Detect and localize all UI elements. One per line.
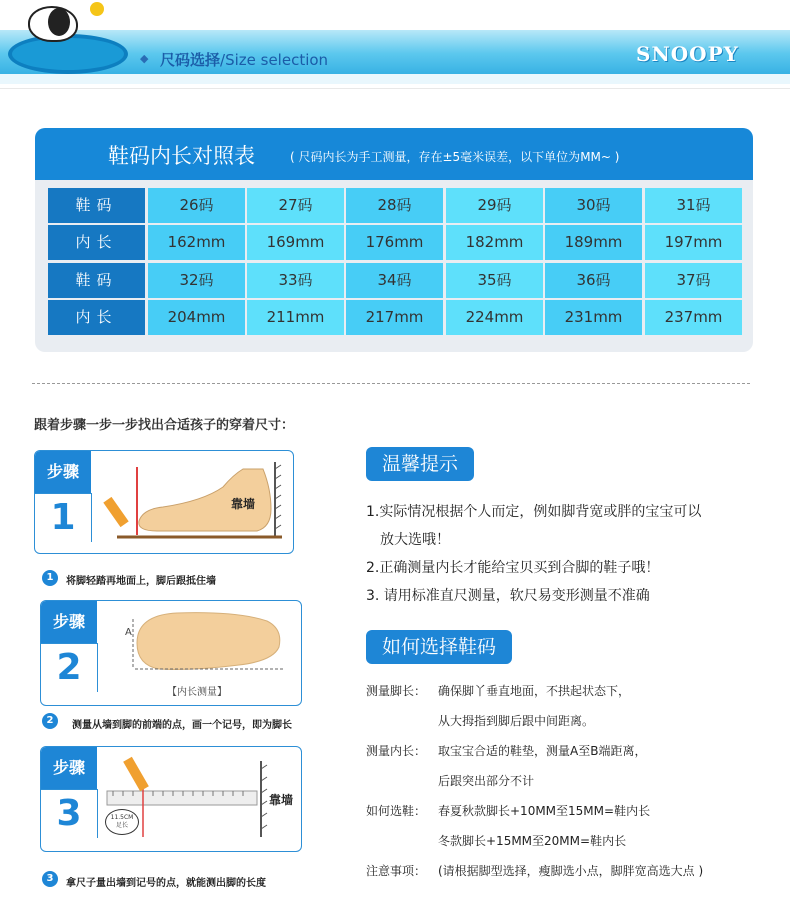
step-number: 2 [41, 643, 98, 692]
table-cell: 37码 [645, 263, 742, 298]
table-cell: 211mm [247, 300, 344, 335]
table-cell: 224mm [446, 300, 543, 335]
row-header: 鞋码 [48, 188, 145, 223]
row-header: 内长 [48, 225, 145, 260]
guide-text: (请根据脚型选择，瘦脚选小点，脚胖宽高选大点 ) [438, 864, 704, 878]
guide-text: 冬款脚长+15MM至20MM=鞋内长 [438, 834, 627, 848]
step-2-panel [40, 600, 302, 706]
table-cell: 32码 [148, 263, 245, 298]
table-cell: 231mm [545, 300, 642, 335]
woodstock-icon [90, 2, 104, 16]
step-number: 1 [35, 493, 92, 542]
guide-text: 从大拇指到脚后跟中间距离。 [438, 714, 595, 728]
size-table-title: 鞋码内长对照表 [108, 144, 255, 168]
guide-text: 后跟突出部分不计 [438, 774, 535, 788]
step-2-caption: 测量从墙到脚的前端的点，画一个记号，即为脚长 [72, 720, 292, 731]
table-cell: 35码 [446, 263, 543, 298]
table-cell: 182mm [446, 225, 543, 260]
inner-length-label: 【内长测量】 [167, 687, 227, 698]
steps-intro: 跟着步骤一步一步找出合适孩子的穿着尺寸： [34, 418, 295, 433]
table-cell: 217mm [346, 300, 443, 335]
dashed-divider [32, 383, 750, 384]
guide-text: 确保脚丫垂直地面，不拱起状态下， [438, 684, 631, 698]
step-number: 3 [41, 789, 98, 838]
tip-line-1: 1.实际情况根据个人而定，例如脚背宽或胖的宝宝可以 [366, 504, 702, 520]
foot-against-wall-illustration [97, 457, 287, 547]
table-cell: 189mm [545, 225, 642, 260]
brand-logo: SNOOPY [636, 42, 739, 66]
tips-heading: 温馨提示 [366, 447, 474, 481]
header-wave [0, 74, 790, 84]
guide-label: 如何选鞋： [366, 804, 427, 818]
table-cell: 31码 [645, 188, 742, 223]
tip-line-3: 3. 请用标准直尺测量，软尺易变形测量不准确 [366, 588, 650, 604]
swim-ring-icon [8, 34, 128, 74]
step-1-bullet: 1 [42, 570, 58, 586]
step-3-bullet: 3 [42, 871, 58, 887]
step-2-bullet: 2 [42, 713, 58, 729]
table-cell: 169mm [247, 225, 344, 260]
table-cell: 28码 [346, 188, 443, 223]
step-1-panel [34, 450, 294, 554]
step-label: 步骤 [41, 601, 97, 643]
step-1-caption: 将脚轻踏再地面上，脚后跟抵住墙 [66, 576, 216, 587]
size-table-subtitle: ( 尺码内长为手工测量，存在±5毫米误差，以下单位为MM~ ) [290, 150, 620, 164]
table-cell: 176mm [346, 225, 443, 260]
row-header: 鞋码 [48, 263, 145, 298]
foot-length-badge: 11.5CM 足长 [105, 809, 139, 835]
step-3-caption: 拿尺子量出墙到记号的点，就能测出脚的长度 [66, 878, 266, 889]
guide-label: 测量内长： [366, 744, 427, 758]
tip-line-2: 2.正确测量内长才能给宝贝买到合脚的鞋子哦！ [366, 560, 660, 576]
table-cell: 204mm [148, 300, 245, 335]
table-cell: 197mm [645, 225, 742, 260]
snoopy-ear-icon [48, 8, 70, 36]
tip-line-1-cont: 放大选哦！ [380, 532, 450, 548]
guide-text: 春夏秋款脚长+10MM至15MM=鞋内长 [438, 804, 651, 818]
guide-text: 取宝宝合适的鞋垫，测量A至B端距离， [438, 744, 647, 758]
guide-label: 测量脚长： [366, 684, 427, 698]
wall-label: 靠墙 [269, 793, 294, 807]
diamond-bullet-icon: ◆ [140, 52, 149, 65]
step-label: 步骤 [35, 451, 91, 493]
table-cell: 36码 [545, 263, 642, 298]
table-cell: 27码 [247, 188, 344, 223]
table-cell: 26码 [148, 188, 245, 223]
guide-heading: 如何选择鞋码 [366, 630, 512, 664]
table-cell: 34码 [346, 263, 443, 298]
section-title: 尺码选择/Size selection [160, 51, 329, 69]
table-cell: 30码 [545, 188, 642, 223]
point-a-marker: A [125, 627, 132, 638]
step-3-panel [40, 746, 302, 852]
insole-illustration [103, 607, 293, 677]
table-cell: 162mm [148, 225, 245, 260]
table-cell: 29码 [446, 188, 543, 223]
step-label: 步骤 [41, 747, 97, 789]
table-cell: 33码 [247, 263, 344, 298]
table-cell: 237mm [645, 300, 742, 335]
guide-label: 注意事项： [366, 864, 427, 878]
row-header: 内长 [48, 300, 145, 335]
wall-label: 靠墙 [231, 497, 256, 511]
header-divider [0, 88, 790, 89]
